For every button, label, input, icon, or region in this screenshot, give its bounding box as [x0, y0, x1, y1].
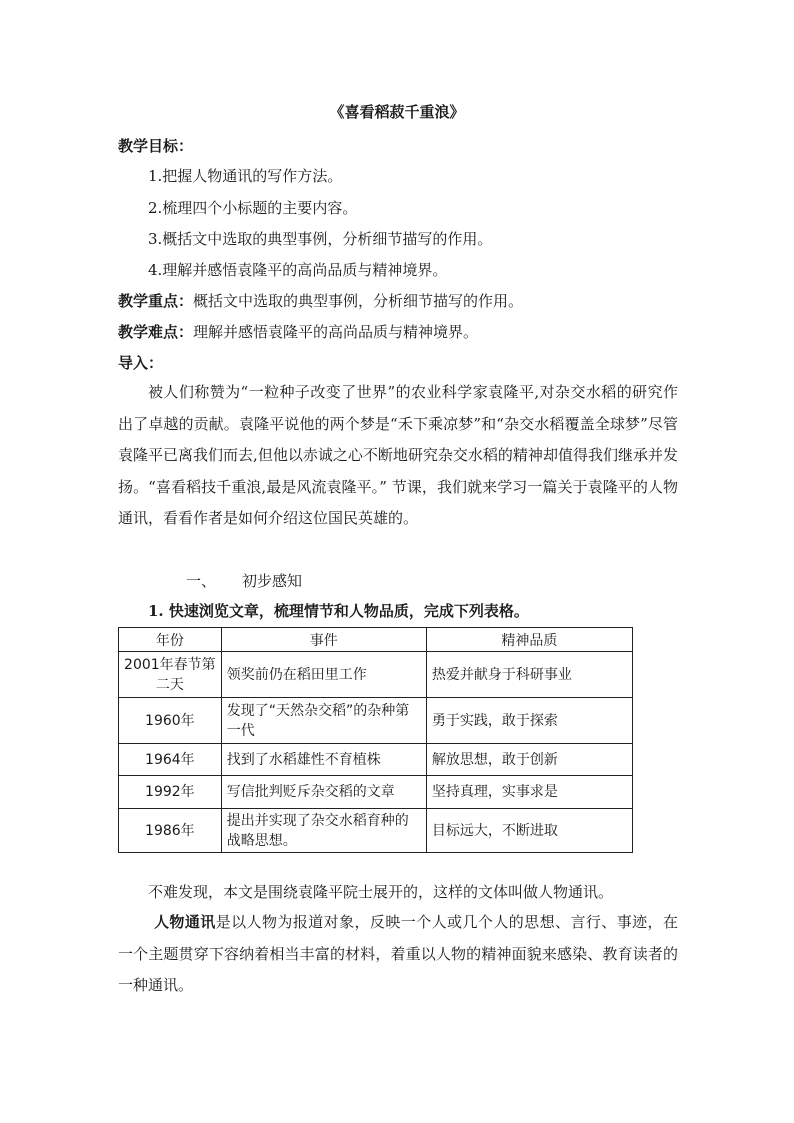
table-header-quality: 精神品质 [426, 628, 632, 652]
objective-item: 2.梳理四个小标题的主要内容。 [148, 199, 358, 217]
cell-event: 提出并实现了杂交水稻育种的战略思想。 [221, 809, 426, 853]
cell-year: 1992年 [119, 776, 222, 809]
intro-heading: 导入： [118, 354, 164, 372]
objective-item: 4.理解并感悟袁隆平的高尚品质与精神境界。 [148, 261, 448, 279]
table-row [119, 744, 633, 776]
section-title: 初步感知 [242, 572, 303, 590]
difficulty-text: 理解并感悟袁隆平的高尚品质与精神境界。 [193, 323, 479, 341]
key-point-text: 概括文中选取的典型事例，分析细节描写的作用。 [193, 292, 524, 310]
cell-event: 领奖前仍在稻田里工作 [221, 652, 426, 698]
cell-event: 找到了水稻雄性不育植株 [221, 744, 426, 776]
table-header-year: 年份 [119, 628, 222, 652]
table-header-row [119, 628, 633, 652]
cell-quality: 目标远大，不断进取 [426, 809, 632, 853]
difficulty-label: 教学难点： [118, 323, 194, 341]
cell-quality: 热爱并献身于科研事业 [426, 652, 632, 698]
table-row [119, 809, 633, 853]
definition-term: 人物通讯 [154, 913, 216, 931]
summary-table [118, 627, 633, 853]
cell-event: 写信批判贬斥杂交稻的文章 [221, 776, 426, 809]
difficulty [118, 322, 478, 342]
document-title: 《喜看稻菽千重浪》 [329, 103, 465, 121]
cell-year: 1964年 [119, 744, 222, 776]
cell-quality: 解放思想，敢于创新 [426, 744, 632, 776]
table-row [119, 698, 633, 744]
key-point-label: 教学重点： [118, 292, 194, 310]
task-instruction: 1. 快速浏览文章，梳理情节和人物品质，完成下列表格。 [148, 602, 529, 620]
cell-year: 2001年春节第二天 [119, 652, 222, 698]
cell-year: 1960年 [119, 698, 222, 744]
table-row [119, 776, 633, 809]
intro-paragraph: 被人们称赞为“一粒种子改变了世界”的农业科学家袁隆平,对杂交水稻的研究作出了卓越的贡献。袁隆平说他的两个梦是“禾下乘凉梦”和“杂交水稻覆盖全球梦”尽管袁隆平已离我们而去,但他以赤诚之心不断地研究杂交水稻的精神却值得我们继承并发扬。“喜看稻技千重浪,最是风流袁隆平。” 节课，我们就来学习一篇关于袁隆平的人物通讯，看看作者是如何介绍这位国民英雄的。 [118, 383, 678, 527]
definition-text: 是以人物为报道对象，反映一个人或几个人的思想、言行、事迹，在一个主题贯穿下容纳着相当丰富的材料，着重以人物的精神面貌来感染、教育读者的一种通讯。 [118, 913, 678, 994]
section-heading [186, 571, 302, 591]
table-row [119, 652, 633, 698]
conclusion-text: 不难发现，本文是围绕袁隆平院士展开的，这样的文体叫做人物通讯。 [148, 883, 614, 901]
cell-event: 发现了“天然杂交稻”的杂种第一代 [221, 698, 426, 744]
cell-quality: 勇于实践，敢于探索 [426, 698, 632, 744]
definition-paragraph [118, 907, 678, 1002]
objectives-heading: 教学目标： [118, 137, 194, 155]
section-number: 一、 [186, 572, 217, 590]
table-header-event: 事件 [221, 628, 426, 652]
key-point [118, 291, 523, 311]
objective-item: 1.把握人物通讯的写作方法。 [148, 167, 343, 185]
cell-year: 1986年 [119, 809, 222, 853]
cell-quality: 坚持真理，实事求是 [426, 776, 632, 809]
objective-item: 3.概括文中选取的典型事例，分析细节描写的作用。 [148, 230, 493, 248]
